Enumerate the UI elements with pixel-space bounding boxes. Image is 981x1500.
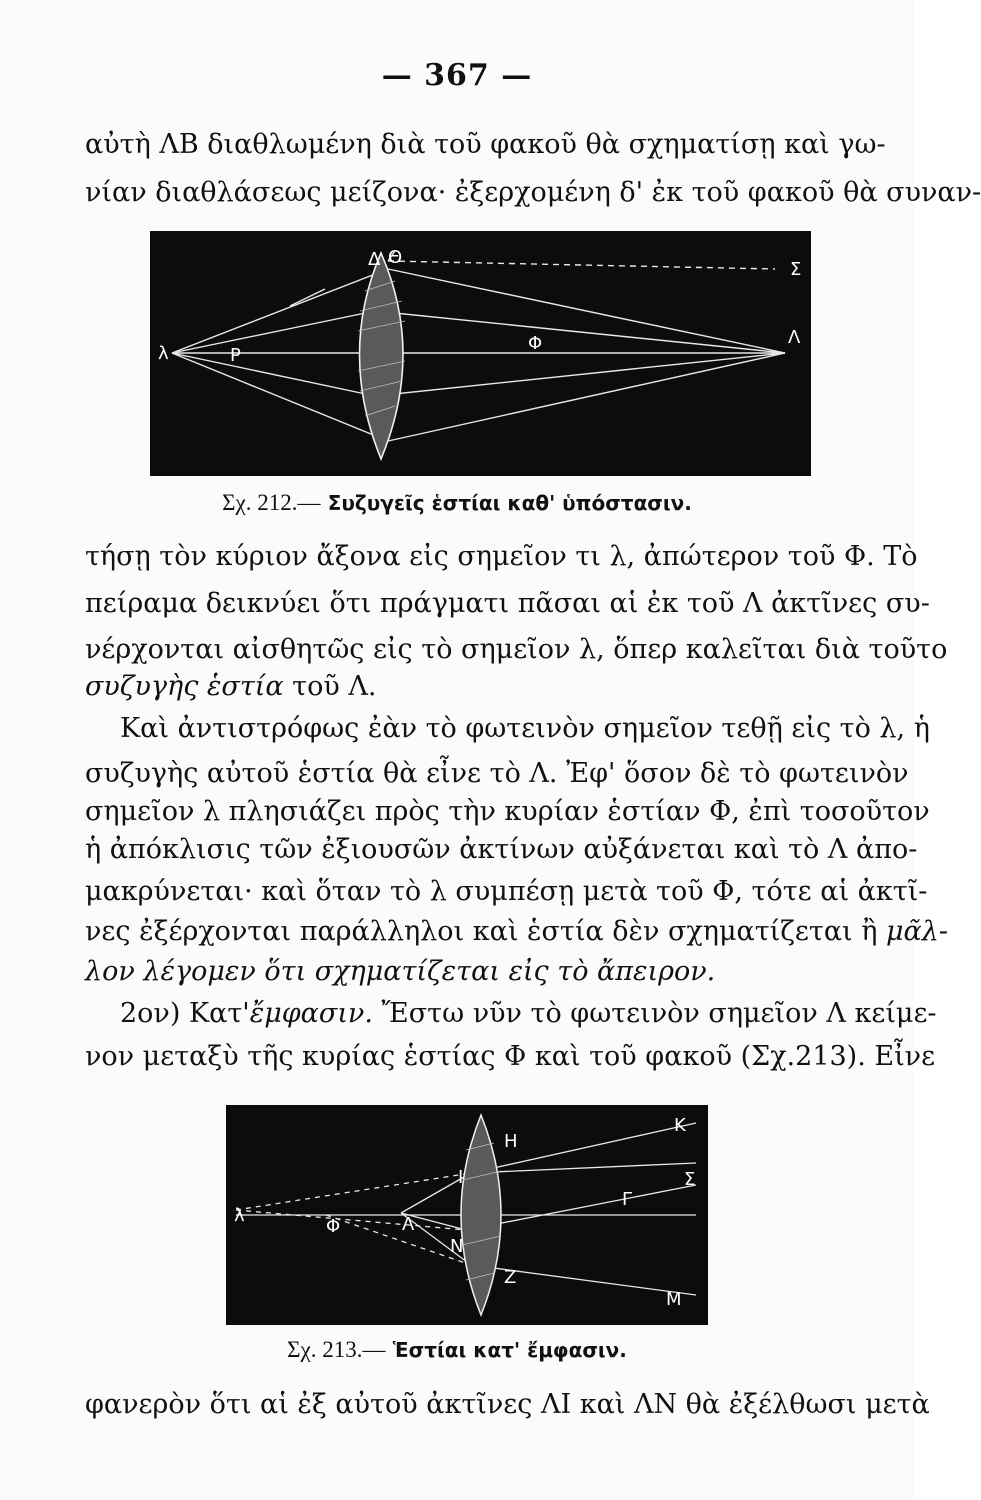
figure-213-svg <box>226 1105 708 1325</box>
ray-line <box>375 311 785 353</box>
label-n: N <box>450 1236 464 1257</box>
caption-number: Σχ. 213.— <box>287 1337 386 1362</box>
figure-212-caption <box>0 490 914 516</box>
label-lambda: Λ <box>402 1214 415 1235</box>
label-z: Z <box>504 1267 517 1288</box>
label-phi: Φ <box>528 333 543 354</box>
label-lambda-right: Λ <box>788 327 801 348</box>
text-line: νίαν διαθλάσεως μείζονα· ἐξερχομένη δ' ἐκ τοῦ φακοῦ θὰ συναν- <box>85 177 981 208</box>
text-line: λον λέγομεν ὅτι σχηματίζεται εἰς τὸ ἄπειρον. <box>85 956 716 987</box>
text-line <box>120 997 937 1031</box>
ray-line <box>388 269 785 353</box>
dashed-ray <box>388 261 775 269</box>
dashed-ray <box>236 1210 466 1230</box>
text-span: τοῦ Λ. <box>283 671 377 702</box>
label-i: I <box>458 1167 464 1188</box>
figure-212-svg <box>150 231 811 476</box>
text-line: φανερὸν ὅτι αἱ ἐξ αὐτοῦ ἀκτῖνες ΛΙ καὶ ΛΝ θὰ ἐξέλθωσι μετὰ <box>85 1389 930 1420</box>
text-line: μακρύνεται· καὶ ὅταν τὸ λ συμπέσῃ μετὰ τοῦ Φ, τότε αἱ ἀκτῖ- <box>85 876 928 907</box>
figure-212-lens-diagram <box>150 231 811 476</box>
label-sigma: Σ <box>790 259 802 280</box>
ray-line <box>375 353 785 396</box>
label-gamma: Γ <box>622 1189 633 1210</box>
label-lambda-left: λ <box>234 1205 245 1226</box>
text-line: τήσῃ τὸν κύριον ἄξονα εἰς σημεῖον τι λ, ἀπώτερον τοῦ Φ. Τὸ <box>85 541 918 572</box>
text-span: 2ον) Κατ' <box>120 998 250 1029</box>
caption-text: Ἑστίαι κατ' ἔμφασιν. <box>392 1338 627 1362</box>
label-m: M <box>666 1289 682 1310</box>
italic-term: συζυγὴς ἑστία <box>85 671 284 702</box>
label-delta: Δ <box>368 249 381 270</box>
caption-number: Σχ. 212.— <box>222 490 321 515</box>
figure-213-caption <box>0 1337 914 1363</box>
ray-line <box>290 289 325 306</box>
label-k: K <box>674 1115 686 1136</box>
label-sigma: Σ <box>684 1169 696 1190</box>
figure-213-lens-diagram <box>226 1105 708 1325</box>
text-line <box>85 915 948 949</box>
text-line: νον μεταξὺ τῆς κυρίας ἑστίας Φ καὶ τοῦ φακοῦ (Σχ.213). Εἶνε <box>85 1041 936 1072</box>
dashed-ray <box>236 1173 471 1210</box>
text-line: αὐτὴ ΛΒ διαθλωμένη διὰ τοῦ φακοῦ θὰ σχηματίσῃ καὶ γω- <box>85 129 886 160</box>
label-p: P <box>230 345 241 366</box>
text-line: νέρχονται αἰσθητῶς εἰς τὸ σημεῖον λ, ὅπερ καλεῖται διὰ τοῦτο <box>85 634 948 665</box>
text-line: σημεῖον λ πλησιάζει πρὸς τὴν κυρίαν ἑστίαν Φ, ἐπὶ τοσοῦτον <box>85 796 930 827</box>
label-phi: Φ <box>326 1216 341 1237</box>
italic-term: μᾶλ- <box>885 916 948 947</box>
ray-line <box>471 1163 696 1173</box>
text-line: Καὶ ἀντιστρόφως ἐὰν τὸ φωτεινὸν σημεῖον τεθῇ εἰς τὸ λ, ἡ <box>120 713 930 744</box>
caption-text: Συζυγεῖς ἑστίαι καθ' ὑπόστασιν. <box>327 491 692 515</box>
text-span: νες ἐξέρχονται παράλληλοι καὶ ἑστία δὲν σχηματίζεται ἢ <box>85 916 886 947</box>
italic-term: ἔμφασιν. <box>249 998 373 1029</box>
text-line: ἡ ἀπόκλισις τῶν ἐξιουσῶν ἀκτίνων αὐξάνεται καὶ τὸ Λ ἀπο- <box>85 834 918 865</box>
text-line <box>85 670 865 704</box>
label-theta: Θ <box>388 247 403 268</box>
text-line: συζυγὴς αὐτοῦ ἑστία θὰ εἶνε τὸ Λ. Ἐφ' ὅσον δὲ τὸ φωτεινὸν <box>85 758 909 789</box>
convex-lens <box>461 1115 501 1315</box>
label-h: H <box>504 1131 518 1152</box>
text-line: πείραμα δεικνύει ὅτι πράγματι πᾶσαι αἱ ἐκ τοῦ Λ ἀκτῖνες συ- <box>85 588 930 619</box>
ray-line <box>172 353 375 396</box>
ray-line <box>172 353 388 441</box>
convex-lens <box>360 253 404 459</box>
text-span: Ἔστω νῦν τὸ φωτεινὸν σημεῖον Λ κείμε- <box>372 998 937 1029</box>
page-number: — 367 — <box>381 58 533 93</box>
ray-line <box>172 311 375 353</box>
ray-line <box>388 353 785 441</box>
label-lambda-left: λ <box>158 343 169 364</box>
ray-line <box>172 269 388 353</box>
